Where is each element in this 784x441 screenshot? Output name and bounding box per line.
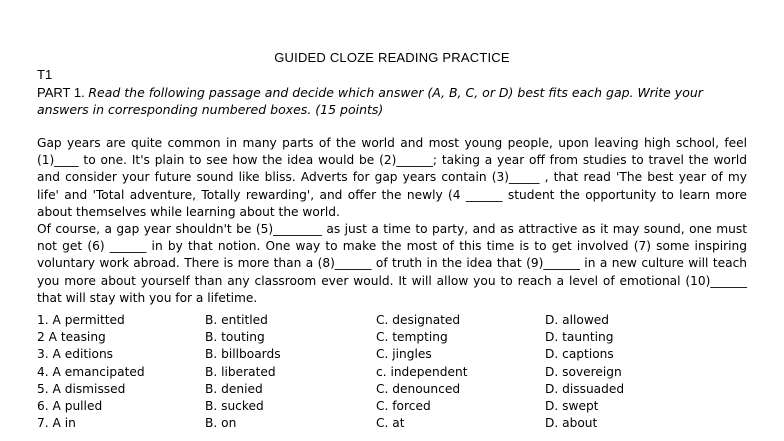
option-c: C. jingles xyxy=(376,347,432,362)
option-c: C. at xyxy=(376,416,405,431)
option-b: B. billboards xyxy=(205,347,281,362)
option-d: D. sovereign xyxy=(545,364,622,379)
option-a: 5. A dismissed xyxy=(37,381,126,396)
part-instructions xyxy=(37,84,752,118)
part-label: PART 1. xyxy=(37,85,85,100)
option-c: C. designated xyxy=(376,313,461,327)
option-a: 1. A permitted xyxy=(37,313,125,327)
option-a: 7. A in xyxy=(37,416,76,431)
part-instruction-text: Read the following passage and decide which answer (A, B, C, or D) best fits each gap. Write your answers in corresponding numbered boxes. (15 points) xyxy=(37,85,703,117)
option-d: D. taunting xyxy=(545,330,614,345)
option-d: D. swept xyxy=(545,398,599,413)
option-c: C. tempting xyxy=(376,330,448,345)
option-b: B. touting xyxy=(205,330,265,345)
option-a: 4. A emancipated xyxy=(37,364,145,379)
option-d: D. about xyxy=(545,416,598,431)
option-c: c. independent xyxy=(376,364,468,379)
option-d: D. captions xyxy=(545,347,614,362)
document-title: GUIDED CLOZE READING PRACTICE xyxy=(274,50,510,65)
section-label: T1 xyxy=(37,67,53,82)
passage-paragraph-1: Gap years are quite common in many parts of the world and most young people, upon leaving high school, feel (1)____ to one. It's plain to see how the idea would be (2)______; taking a year off from studies to travel the world and consider your future sound like bliss. Adverts for gap years contain (3)_____ , that read 'The best year of my life' and 'Total adventure, Totally rewarding', and offer the newly (4 ______ student the opportunity to learn more about themselves while learning about the world. xyxy=(37,136,747,219)
option-d: D. dissuaded xyxy=(545,381,625,396)
option-a: 6. A pulled xyxy=(37,398,103,413)
reading-passage xyxy=(37,135,747,307)
option-b: B. liberated xyxy=(205,364,276,379)
option-a: 3. A editions xyxy=(37,347,114,362)
option-d: D. allowed xyxy=(545,313,610,327)
option-b: B. sucked xyxy=(205,398,264,413)
option-c: C. forced xyxy=(376,398,431,413)
option-c: C. denounced xyxy=(376,381,461,396)
option-b: B. denied xyxy=(205,381,263,396)
option-a: 2 A teasing xyxy=(37,330,106,345)
option-b: B. on xyxy=(205,416,237,431)
passage-paragraph-2: Of course, a gap year shouldn't be (5)________ as just a time to party, and as attractive as it may sound, one must not get (6) ______ in by that notion. One way to make the most of this time is to get involved (7) some inspiring voluntary work abroad. There is more than a (8)______ of truth in the idea that (9)______ in a new culture will teach you more about yourself than any classroom ever would. It will allow you to reach a level of emotional (10)______ that will stay with you for a lifetime. xyxy=(37,222,747,305)
option-b: B. entitled xyxy=(205,313,268,327)
